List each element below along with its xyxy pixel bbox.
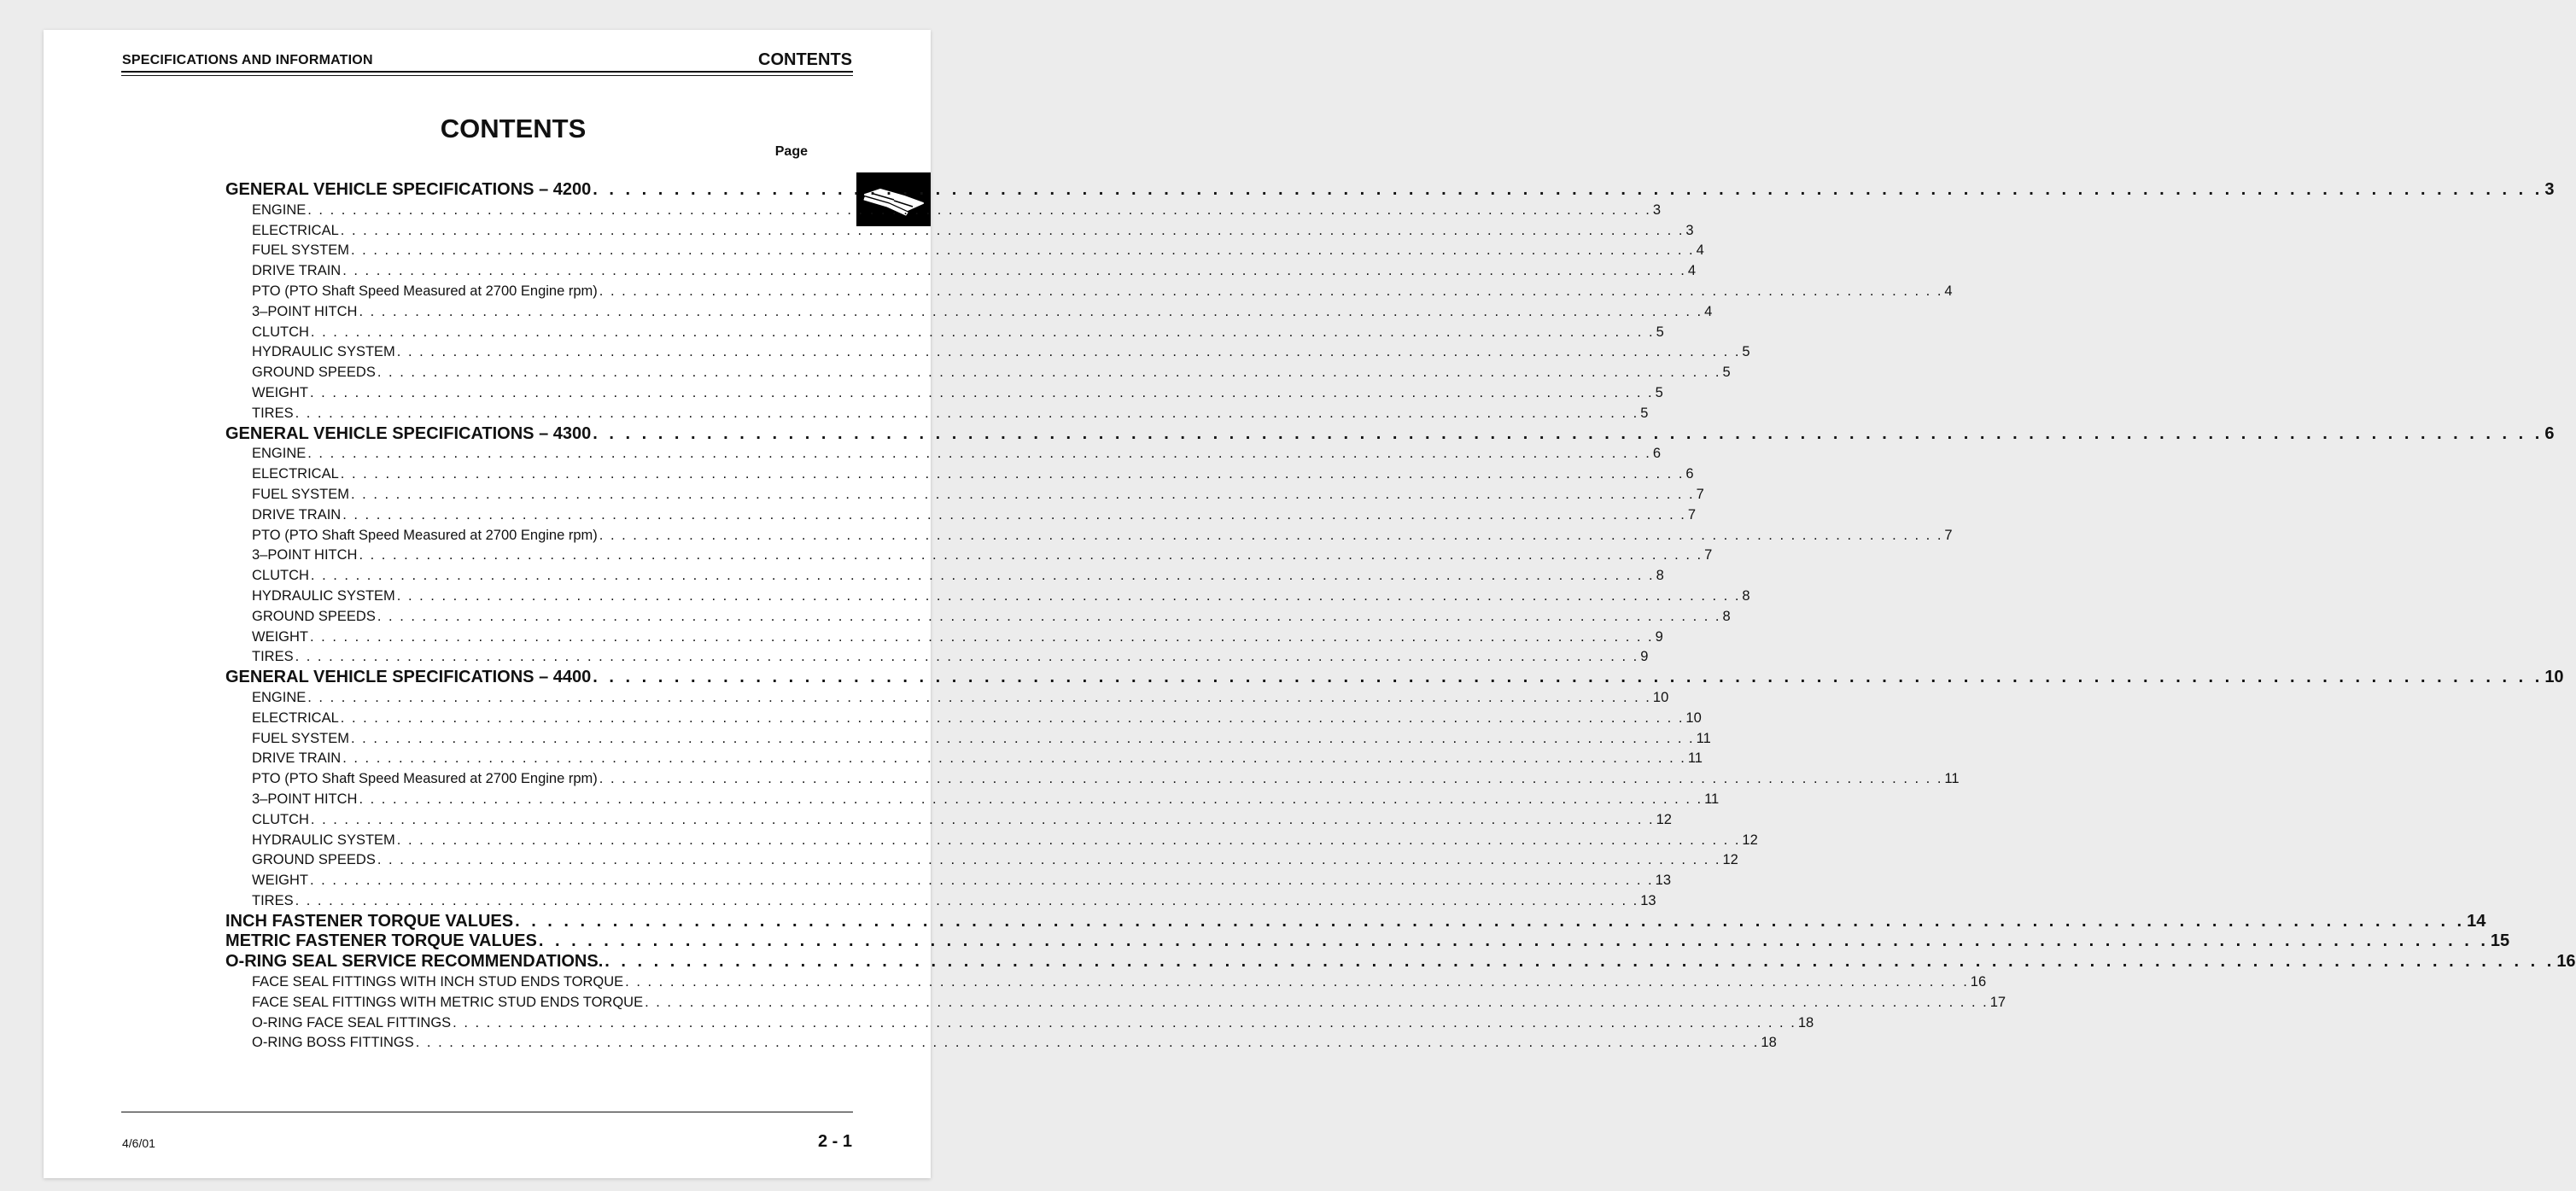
toc-subsection-entry[interactable] [225, 647, 1649, 668]
toc-entry-page-number: 9 [1640, 649, 1649, 665]
toc-subsection-entry[interactable] [225, 505, 1697, 526]
toc-entry-label: CLUTCH [252, 568, 309, 584]
toc-subsection-entry[interactable] [225, 993, 2006, 1013]
toc-leader-dots: . . . . . . . . . . . . . . . . . . . . . . . . . . . . . . . . . . . . . . . . . . . . . . . . . . . . . . . . . . . . . . . . . . . . . . . . . . . . . . . . . . . . . . . . . . . . . . . . . . . . . . . . . . . . . . . . . . . . . . . . [351, 242, 1695, 259]
toc-entry-label: FACE SEAL FITTINGS WITH METRIC STUD ENDS TORQUE [252, 994, 644, 1010]
toc-entry-page-number: 11 [1944, 771, 1960, 787]
toc-leader-dots: . . . . . . . . . . . . . . . . . . . . . . . . . . . . . . . . . . . . . . . . . . . . . . . . . . . . . . . . . . . . . . . . . . . . . . . . . . . . . . . . . . . . . . . . . . . . . . . . . . . . . . . . . . . . . . . . . . . . . . . . [340, 709, 1685, 726]
toc-entry-label: ENGINE [252, 201, 307, 218]
toc-entry-label: DRIVE TRAIN [252, 263, 342, 279]
toc-leader-dots: . . . . . . . . . . . . . . . . . . . . . . . . . . . . . . . . . . . . . . . . . . . . . . . . . . . . . . . . . . . . . . . . . . . . . . . . . . . . . . . . . . . . . . . . . . . . . . . . . . . . . . . . . . . . . . . . . . . . . . . . [515, 911, 2466, 931]
toc-leader-dots: . . . . . . . . . . . . . . . . . . . . . . . . . . . . . . . . . . . . . . . . . . . . . . . . . . . . . . . . . . . . . . . . . . . . . . . . . . . . . . . . . . . . . . . . . . . . . . . . . . . . . . . . . . . . . . . . . . . . . . . . [538, 931, 2489, 951]
toc-entry-page-number: 11 [1704, 791, 1720, 807]
toc-leader-dots: . . . . . . . . . . . . . . . . . . . . . . . . . . . . . . . . . . . . . . . . . . . . . . . . . . . . . . . . . . . . . . . . . . . . . . . . . . . . . . . . . . . . . . . . . . . . . . . . . . . . . . . . . . . . . . . . . . . . . . . . [310, 811, 1655, 827]
running-header-section: SPECIFICATIONS AND INFORMATION [122, 53, 373, 67]
toc-leader-dots: . . . . . . . . . . . . . . . . . . . . . . . . . . . . . . . . . . . . . . . . . . . . . . . . . . . . . . . . . . . . . . . . . . . . . . . . . . . . . . . . . . . . . . . . . . . . . . . . . . . . . . . . . . . . . . . . . . . . . . . . [593, 423, 2544, 443]
toc-leader-dots: . . . . . . . . . . . . . . . . . . . . . . . . . . . . . . . . . . . . . . . . . . . . . . . . . . . . . . . . . . . . . . . . . . . . . . . . . . . . . . . . . . . . . . . . . . . . . . . . . . . . . . . . . . . . . . . . . . . . . . . . [415, 1035, 1760, 1051]
toc-subsection-entry[interactable] [225, 749, 1703, 769]
toc-leader-dots: . . . . . . . . . . . . . . . . . . . . . . . . . . . . . . . . . . . . . . . . . . . . . . . . . . . . . . . . . . . . . . . . . . . . . . . . . . . . . . . . . . . . . . . . . . . . . . . . . . . . . . . . . . . . . . . . . . . . . . . . [593, 180, 2544, 199]
toc-section-entry[interactable] [225, 911, 2486, 932]
toc-leader-dots: . . . . . . . . . . . . . . . . . . . . . . . . . . . . . . . . . . . . . . . . . . . . . . . . . . . . . . . . . . . . . . . . . . . . . . . . . . . . . . . . . . . . . . . . . . . . . . . . . . . . . . . . . . . . . . . . . . . . . . . . [599, 771, 1943, 787]
toc-subsection-entry[interactable] [225, 729, 1711, 750]
toc-entry-page-number: 10 [1685, 709, 1702, 726]
toc-entry-label: FACE SEAL FITTINGS WITH INCH STUD ENDS TORQUE [252, 974, 624, 990]
toc-leader-dots: . . . . . . . . . . . . . . . . . . . . . . . . . . . . . . . . . . . . . . . . . . . . . . . . . . . . . . . . . . . . . . . . . . . . . . . . . . . . . . . . . . . . . . . . . . . . . . . . . . . . . . . . . . . . . . . . . . . . . . . . [359, 547, 1703, 563]
toc-entry-label: FUEL SYSTEM [252, 242, 349, 259]
toc-section-entry[interactable] [225, 931, 2510, 952]
toc-entry-page-number: 18 [1797, 1014, 1814, 1030]
toc-entry-page-number: 12 [1722, 852, 1738, 868]
toc-subsection-entry[interactable] [225, 1013, 1814, 1034]
toc-leader-dots: . . . . . . . . . . . . . . . . . . . . . . . . . . . . . . . . . . . . . . . . . . . . . . . . . . . . . . . . . . . . . . . . . . . . . . . . . . . . . . . . . . . . . . . . . . . . . . . . . . . . . . . . . . . . . . . . . . . . . . . . [377, 608, 1721, 624]
toc-subsection-entry[interactable] [225, 769, 1960, 790]
toc-entry-page-number: 7 [1944, 527, 1953, 543]
toc-entry-label: 3–POINT HITCH [252, 547, 358, 563]
toc-subsection-entry[interactable] [225, 221, 1694, 242]
toc-leader-dots: . . . . . . . . . . . . . . . . . . . . . . . . . . . . . . . . . . . . . . . . . . . . . . . . . . . . . . . . . . . . . . . . . . . . . . . . . . . . . . . . . . . . . . . . . . . . . . . . . . . . . . . . . . . . . . . . . . . . . . . . [310, 324, 1655, 340]
toc-entry-page-number: 14 [2467, 911, 2486, 931]
toc-leader-dots: . . . . . . . . . . . . . . . . . . . . . . . . . . . . . . . . . . . . . . . . . . . . . . . . . . . . . . . . . . . . . . . . . . . . . . . . . . . . . . . . . . . . . . . . . . . . . . . . . . . . . . . . . . . . . . . . . . . . . . . . [310, 568, 1655, 584]
toc-section-entry[interactable] [225, 180, 2555, 201]
document-page [44, 30, 2576, 1178]
footer-date: 4/6/01 [122, 1136, 155, 1150]
toc-entry-page-number: 12 [1742, 832, 1758, 848]
toc-entry-page-number: 13 [1655, 873, 1671, 889]
header-rule-thin [121, 75, 853, 76]
footer-page-number: 2 - 1 [817, 1132, 852, 1151]
toc-subsection-entry[interactable] [225, 323, 1664, 343]
toc-subsection-entry[interactable] [225, 566, 1664, 587]
toc-subsection-entry[interactable] [225, 546, 1713, 566]
toc-subsection-entry[interactable] [225, 526, 1953, 546]
toc-entry-page-number: 7 [1696, 486, 1704, 502]
toc-entry-label: O-RING BOSS FITTINGS [252, 1035, 414, 1051]
toc-entry-label: INCH FASTENER TORQUE VALUES [225, 911, 514, 931]
toc-subsection-entry[interactable] [225, 241, 1704, 261]
toc-entry-page-number: 11 [1696, 730, 1711, 746]
toc-leader-dots: . . . . . . . . . . . . . . . . . . . . . . . . . . . . . . . . . . . . . . . . . . . . . . . . . . . . . . . . . . . . . . . . . . . . . . . . . . . . . . . . . . . . . . . . . . . . . . . . . . . . . . . . . . . . . . . . . . . . . . . . [396, 832, 1741, 848]
toc-entry-page-number: 9 [1655, 628, 1663, 645]
toc-entry-label: PTO (PTO Shaft Speed Measured at 2700 Engine rpm) [252, 771, 598, 787]
toc-leader-dots: . . . . . . . . . . . . . . . . . . . . . . . . . . . . . . . . . . . . . . . . . . . . . . . . . . . . . . . . . . . . . . . . . . . . . . . . . . . . . . . . . . . . . . . . . . . . . . . . . . . . . . . . . . . . . . . . . . . . . . . . [359, 303, 1703, 319]
toc-entry-label: TIRES [252, 649, 294, 665]
toc-leader-dots: . . . . . . . . . . . . . . . . . . . . . . . . . . . . . . . . . . . . . . . . . . . . . . . . . . . . . . . . . . . . . . . . . . . . . . . . . . . . . . . . . . . . . . . . . . . . . . . . . . . . . . . . . . . . . . . . . . . . . . . . [307, 201, 1651, 218]
toc-entry-label: GENERAL VEHICLE SPECIFICATIONS – 4200 [225, 180, 592, 199]
toc-entry-label: GROUND SPEEDS [252, 852, 376, 868]
toc-entry-page-number: 6 [1652, 446, 1662, 462]
toc-entry-label: ELECTRICAL [252, 222, 339, 238]
toc-subsection-entry[interactable] [225, 201, 1662, 221]
toc-leader-dots: . . . . . . . . . . . . . . . . . . . . . . . . . . . . . . . . . . . . . . . . . . . . . . . . . . . . . . . . . . . . . . . . . . . . . . . . . . . . . . . . . . . . . . . . . . . . . . . . . . . . . . . . . . . . . . . . . . . . . . . . [307, 446, 1651, 462]
toc-entry-label: GENERAL VEHICLE SPECIFICATIONS – 4300 [225, 423, 592, 443]
toc-subsection-entry[interactable] [225, 342, 1750, 363]
toc-entry-label: ENGINE [252, 689, 307, 705]
toc-entry-page-number: 4 [1687, 263, 1697, 279]
toc-subsection-entry[interactable] [225, 628, 1663, 648]
toc-subsection-entry[interactable] [225, 383, 1663, 404]
toc-entry-label: FUEL SYSTEM [252, 486, 349, 502]
toc-entry-label: ELECTRICAL [252, 466, 339, 482]
toc-leader-dots: . . . . . . . . . . . . . . . . . . . . . . . . . . . . . . . . . . . . . . . . . . . . . . . . . . . . . . . . . . . . . . . . . . . . . . . . . . . . . . . . . . . . . . . . . . . . . . . . . . . . . . . . . . . . . . . . . . . . . . . . [295, 405, 1639, 421]
toc-section-entry[interactable] [225, 668, 2564, 688]
toc-leader-dots: . . . . . . . . . . . . . . . . . . . . . . . . . . . . . . . . . . . . . . . . . . . . . . . . . . . . . . . . . . . . . . . . . . . . . . . . . . . . . . . . . . . . . . . . . . . . . . . . . . . . . . . . . . . . . . . . . . . . . . . . [605, 952, 2556, 972]
toc-leader-dots: . . . . . . . . . . . . . . . . . . . . . . . . . . . . . . . . . . . . . . . . . . . . . . . . . . . . . . . . . . . . . . . . . . . . . . . . . . . . . . . . . . . . . . . . . . . . . . . . . . . . . . . . . . . . . . . . . . . . . . . . [645, 994, 1989, 1010]
page-column-label: Page [774, 144, 808, 159]
toc-leader-dots: . . . . . . . . . . . . . . . . . . . . . . . . . . . . . . . . . . . . . . . . . . . . . . . . . . . . . . . . . . . . . . . . . . . . . . . . . . . . . . . . . . . . . . . . . . . . . . . . . . . . . . . . . . . . . . . . . . . . . . . . [453, 1014, 1796, 1030]
toc-entry-page-number: 5 [1640, 405, 1649, 421]
toc-subsection-entry[interactable] [225, 282, 1953, 302]
toc-subsection-entry[interactable] [225, 587, 1750, 607]
toc-entry-label: CLUTCH [252, 811, 309, 827]
toc-leader-dots: . . . . . . . . . . . . . . . . . . . . . . . . . . . . . . . . . . . . . . . . . . . . . . . . . . . . . . . . . . . . . . . . . . . . . . . . . . . . . . . . . . . . . . . . . . . . . . . . . . . . . . . . . . . . . . . . . . . . . . . . [295, 892, 1639, 908]
toc-entry-label: DRIVE TRAIN [252, 750, 342, 767]
toc-leader-dots: . . . . . . . . . . . . . . . . . . . . . . . . . . . . . . . . . . . . . . . . . . . . . . . . . . . . . . . . . . . . . . . . . . . . . . . . . . . . . . . . . . . . . . . . . . . . . . . . . . . . . . . . . . . . . . . . . . . . . . . . [351, 486, 1695, 502]
toc-entry-label: HYDRAULIC SYSTEM [252, 344, 395, 360]
toc-entry-label: ENGINE [252, 446, 307, 462]
toc-leader-dots: . . . . . . . . . . . . . . . . . . . . . . . . . . . . . . . . . . . . . . . . . . . . . . . . . . . . . . . . . . . . . . . . . . . . . . . . . . . . . . . . . . . . . . . . . . . . . . . . . . . . . . . . . . . . . . . . . . . . . . . . [625, 974, 1969, 990]
table-of-contents [225, 180, 2576, 1054]
toc-entry-page-number: 18 [1761, 1035, 1777, 1051]
toc-subsection-entry[interactable] [225, 891, 1656, 912]
header-rule [121, 71, 853, 73]
toc-entry-page-number: 4 [1704, 303, 1713, 319]
toc-entry-page-number: 5 [1655, 384, 1663, 400]
toc-entry-page-number: 4 [1696, 242, 1704, 259]
toc-leader-dots: . . . . . . . . . . . . . . . . . . . . . . . . . . . . . . . . . . . . . . . . . . . . . . . . . . . . . . . . . . . . . . . . . . . . . . . . . . . . . . . . . . . . . . . . . . . . . . . . . . . . . . . . . . . . . . . . . . . . . . . . [377, 365, 1721, 381]
toc-leader-dots: . . . . . . . . . . . . . . . . . . . . . . . . . . . . . . . . . . . . . . . . . . . . . . . . . . . . . . . . . . . . . . . . . . . . . . . . . . . . . . . . . . . . . . . . . . . . . . . . . . . . . . . . . . . . . . . . . . . . . . . . [593, 668, 2544, 687]
toc-entry-label: TIRES [252, 405, 294, 421]
toc-entry-label: PTO (PTO Shaft Speed Measured at 2700 Engine rpm) [252, 283, 598, 299]
toc-entry-label: GROUND SPEEDS [252, 608, 376, 624]
toc-entry-label: CLUTCH [252, 324, 309, 340]
toc-leader-dots: . . . . . . . . . . . . . . . . . . . . . . . . . . . . . . . . . . . . . . . . . . . . . . . . . . . . . . . . . . . . . . . . . . . . . . . . . . . . . . . . . . . . . . . . . . . . . . . . . . . . . . . . . . . . . . . . . . . . . . . . [342, 750, 1686, 767]
toc-leader-dots: . . . . . . . . . . . . . . . . . . . . . . . . . . . . . . . . . . . . . . . . . . . . . . . . . . . . . . . . . . . . . . . . . . . . . . . . . . . . . . . . . . . . . . . . . . . . . . . . . . . . . . . . . . . . . . . . . . . . . . . . [307, 689, 1651, 705]
toc-entry-label: 3–POINT HITCH [252, 791, 358, 807]
toc-subsection-entry[interactable] [225, 688, 1669, 709]
toc-section-entry[interactable] [225, 952, 2576, 972]
toc-entry-page-number: 16 [2556, 952, 2576, 972]
toc-subsection-entry[interactable] [225, 1033, 1777, 1054]
toc-leader-dots: . . . . . . . . . . . . . . . . . . . . . . . . . . . . . . . . . . . . . . . . . . . . . . . . . . . . . . . . . . . . . . . . . . . . . . . . . . . . . . . . . . . . . . . . . . . . . . . . . . . . . . . . . . . . . . . . . . . . . . . . [310, 873, 1654, 889]
toc-subsection-entry[interactable] [225, 261, 1697, 282]
toc-subsection-entry[interactable] [225, 444, 1662, 464]
toc-subsection-entry[interactable] [225, 709, 1702, 729]
toc-entry-page-number: 5 [1656, 324, 1664, 340]
toc-leader-dots: . . . . . . . . . . . . . . . . . . . . . . . . . . . . . . . . . . . . . . . . . . . . . . . . . . . . . . . . . . . . . . . . . . . . . . . . . . . . . . . . . . . . . . . . . . . . . . . . . . . . . . . . . . . . . . . . . . . . . . . . [599, 527, 1943, 543]
toc-entry-page-number: 6 [2544, 423, 2555, 443]
toc-leader-dots: . . . . . . . . . . . . . . . . . . . . . . . . . . . . . . . . . . . . . . . . . . . . . . . . . . . . . . . . . . . . . . . . . . . . . . . . . . . . . . . . . . . . . . . . . . . . . . . . . . . . . . . . . . . . . . . . . . . . . . . . [377, 852, 1721, 868]
toc-entry-label: PTO (PTO Shaft Speed Measured at 2700 Engine rpm) [252, 527, 598, 543]
toc-leader-dots: . . . . . . . . . . . . . . . . . . . . . . . . . . . . . . . . . . . . . . . . . . . . . . . . . . . . . . . . . . . . . . . . . . . . . . . . . . . . . . . . . . . . . . . . . . . . . . . . . . . . . . . . . . . . . . . . . . . . . . . . [396, 344, 1741, 360]
toc-entry-page-number: 11 [1687, 750, 1703, 767]
toc-entry-label: METRIC FASTENER TORQUE VALUES [225, 931, 537, 951]
toc-subsection-entry[interactable] [225, 790, 1720, 810]
toc-subsection-entry[interactable] [225, 404, 1649, 424]
toc-leader-dots: . . . . . . . . . . . . . . . . . . . . . . . . . . . . . . . . . . . . . . . . . . . . . . . . . . . . . . . . . . . . . . . . . . . . . . . . . . . . . . . . . . . . . . . . . . . . . . . . . . . . . . . . . . . . . . . . . . . . . . . . [351, 730, 1695, 746]
toc-entry-label: WEIGHT [252, 873, 308, 889]
toc-subsection-entry[interactable] [225, 810, 1672, 831]
toc-entry-page-number: 7 [1687, 506, 1697, 523]
toc-leader-dots: . . . . . . . . . . . . . . . . . . . . . . . . . . . . . . . . . . . . . . . . . . . . . . . . . . . . . . . . . . . . . . . . . . . . . . . . . . . . . . . . . . . . . . . . . . . . . . . . . . . . . . . . . . . . . . . . . . . . . . . . [340, 466, 1685, 482]
toc-entry-page-number: 3 [1685, 222, 1694, 238]
toc-leader-dots: . . . . . . . . . . . . . . . . . . . . . . . . . . . . . . . . . . . . . . . . . . . . . . . . . . . . . . . . . . . . . . . . . . . . . . . . . . . . . . . . . . . . . . . . . . . . . . . . . . . . . . . . . . . . . . . . . . . . . . . . [295, 649, 1639, 665]
toc-leader-dots: . . . . . . . . . . . . . . . . . . . . . . . . . . . . . . . . . . . . . . . . . . . . . . . . . . . . . . . . . . . . . . . . . . . . . . . . . . . . . . . . . . . . . . . . . . . . . . . . . . . . . . . . . . . . . . . . . . . . . . . . [310, 384, 1654, 400]
toc-entry-label: ELECTRICAL [252, 709, 339, 726]
toc-subsection-entry[interactable] [225, 871, 1671, 891]
toc-entry-label: DRIVE TRAIN [252, 506, 342, 523]
toc-entry-label: 3–POINT HITCH [252, 303, 358, 319]
toc-entry-page-number: 6 [1685, 466, 1694, 482]
toc-leader-dots: . . . . . . . . . . . . . . . . . . . . . . . . . . . . . . . . . . . . . . . . . . . . . . . . . . . . . . . . . . . . . . . . . . . . . . . . . . . . . . . . . . . . . . . . . . . . . . . . . . . . . . . . . . . . . . . . . . . . . . . . [310, 628, 1654, 645]
toc-entry-page-number: 12 [1656, 811, 1672, 827]
toc-entry-page-number: 5 [1742, 344, 1750, 360]
toc-entry-label: WEIGHT [252, 628, 308, 645]
toc-entry-page-number: 3 [2544, 180, 2555, 199]
toc-leader-dots: . . . . . . . . . . . . . . . . . . . . . . . . . . . . . . . . . . . . . . . . . . . . . . . . . . . . . . . . . . . . . . . . . . . . . . . . . . . . . . . . . . . . . . . . . . . . . . . . . . . . . . . . . . . . . . . . . . . . . . . . [359, 791, 1703, 807]
toc-entry-page-number: 4 [1944, 283, 1953, 299]
toc-leader-dots: . . . . . . . . . . . . . . . . . . . . . . . . . . . . . . . . . . . . . . . . . . . . . . . . . . . . . . . . . . . . . . . . . . . . . . . . . . . . . . . . . . . . . . . . . . . . . . . . . . . . . . . . . . . . . . . . . . . . . . . . [340, 222, 1685, 238]
toc-entry-page-number: 3 [1652, 201, 1662, 218]
toc-entry-page-number: 7 [1704, 547, 1713, 563]
toc-entry-label: O-RING SEAL SERVICE RECOMMENDATIONS. [225, 952, 604, 972]
toc-entry-page-number: 16 [1970, 974, 1987, 990]
toc-subsection-entry[interactable] [225, 972, 1987, 993]
toc-subsection-entry[interactable] [225, 850, 1738, 871]
toc-section-entry[interactable] [225, 423, 2555, 445]
toc-entry-label: TIRES [252, 892, 294, 908]
toc-subsection-entry[interactable] [225, 464, 1694, 485]
running-header-chapter: CONTENTS [758, 50, 852, 69]
toc-leader-dots: . . . . . . . . . . . . . . . . . . . . . . . . . . . . . . . . . . . . . . . . . . . . . . . . . . . . . . . . . . . . . . . . . . . . . . . . . . . . . . . . . . . . . . . . . . . . . . . . . . . . . . . . . . . . . . . . . . . . . . . . [599, 283, 1943, 299]
toc-entry-label: O-RING FACE SEAL FITTINGS [252, 1014, 452, 1030]
toc-entry-label: GENERAL VEHICLE SPECIFICATIONS – 4400 [225, 668, 592, 687]
toc-entry-label: GROUND SPEEDS [252, 365, 376, 381]
toc-entry-label: HYDRAULIC SYSTEM [252, 832, 395, 848]
page-title: CONTENTS [440, 114, 587, 143]
toc-subsection-entry[interactable] [225, 363, 1731, 383]
toc-entry-page-number: 8 [1722, 608, 1731, 624]
toc-entry-label: HYDRAULIC SYSTEM [252, 587, 395, 604]
toc-entry-page-number: 8 [1656, 568, 1664, 584]
toc-entry-page-number: 13 [1640, 892, 1656, 908]
toc-entry-label: FUEL SYSTEM [252, 730, 349, 746]
toc-subsection-entry[interactable] [225, 831, 1758, 851]
toc-entry-page-number: 5 [1722, 365, 1731, 381]
toc-entry-page-number: 10 [2544, 668, 2564, 687]
toc-leader-dots: . . . . . . . . . . . . . . . . . . . . . . . . . . . . . . . . . . . . . . . . . . . . . . . . . . . . . . . . . . . . . . . . . . . . . . . . . . . . . . . . . . . . . . . . . . . . . . . . . . . . . . . . . . . . . . . . . . . . . . . . [342, 506, 1686, 523]
toc-entry-page-number: 17 [1989, 994, 2006, 1010]
toc-entry-page-number: 8 [1742, 587, 1750, 604]
toc-entry-page-number: 15 [2490, 931, 2510, 951]
toc-subsection-entry[interactable] [225, 485, 1704, 505]
toc-subsection-entry[interactable] [225, 302, 1713, 323]
toc-entry-page-number: 10 [1652, 689, 1669, 705]
toc-subsection-entry[interactable] [225, 607, 1731, 628]
toc-leader-dots: . . . . . . . . . . . . . . . . . . . . . . . . . . . . . . . . . . . . . . . . . . . . . . . . . . . . . . . . . . . . . . . . . . . . . . . . . . . . . . . . . . . . . . . . . . . . . . . . . . . . . . . . . . . . . . . . . . . . . . . . [342, 263, 1686, 279]
toc-leader-dots: . . . . . . . . . . . . . . . . . . . . . . . . . . . . . . . . . . . . . . . . . . . . . . . . . . . . . . . . . . . . . . . . . . . . . . . . . . . . . . . . . . . . . . . . . . . . . . . . . . . . . . . . . . . . . . . . . . . . . . . . [396, 587, 1741, 604]
toc-entry-label: WEIGHT [252, 384, 308, 400]
